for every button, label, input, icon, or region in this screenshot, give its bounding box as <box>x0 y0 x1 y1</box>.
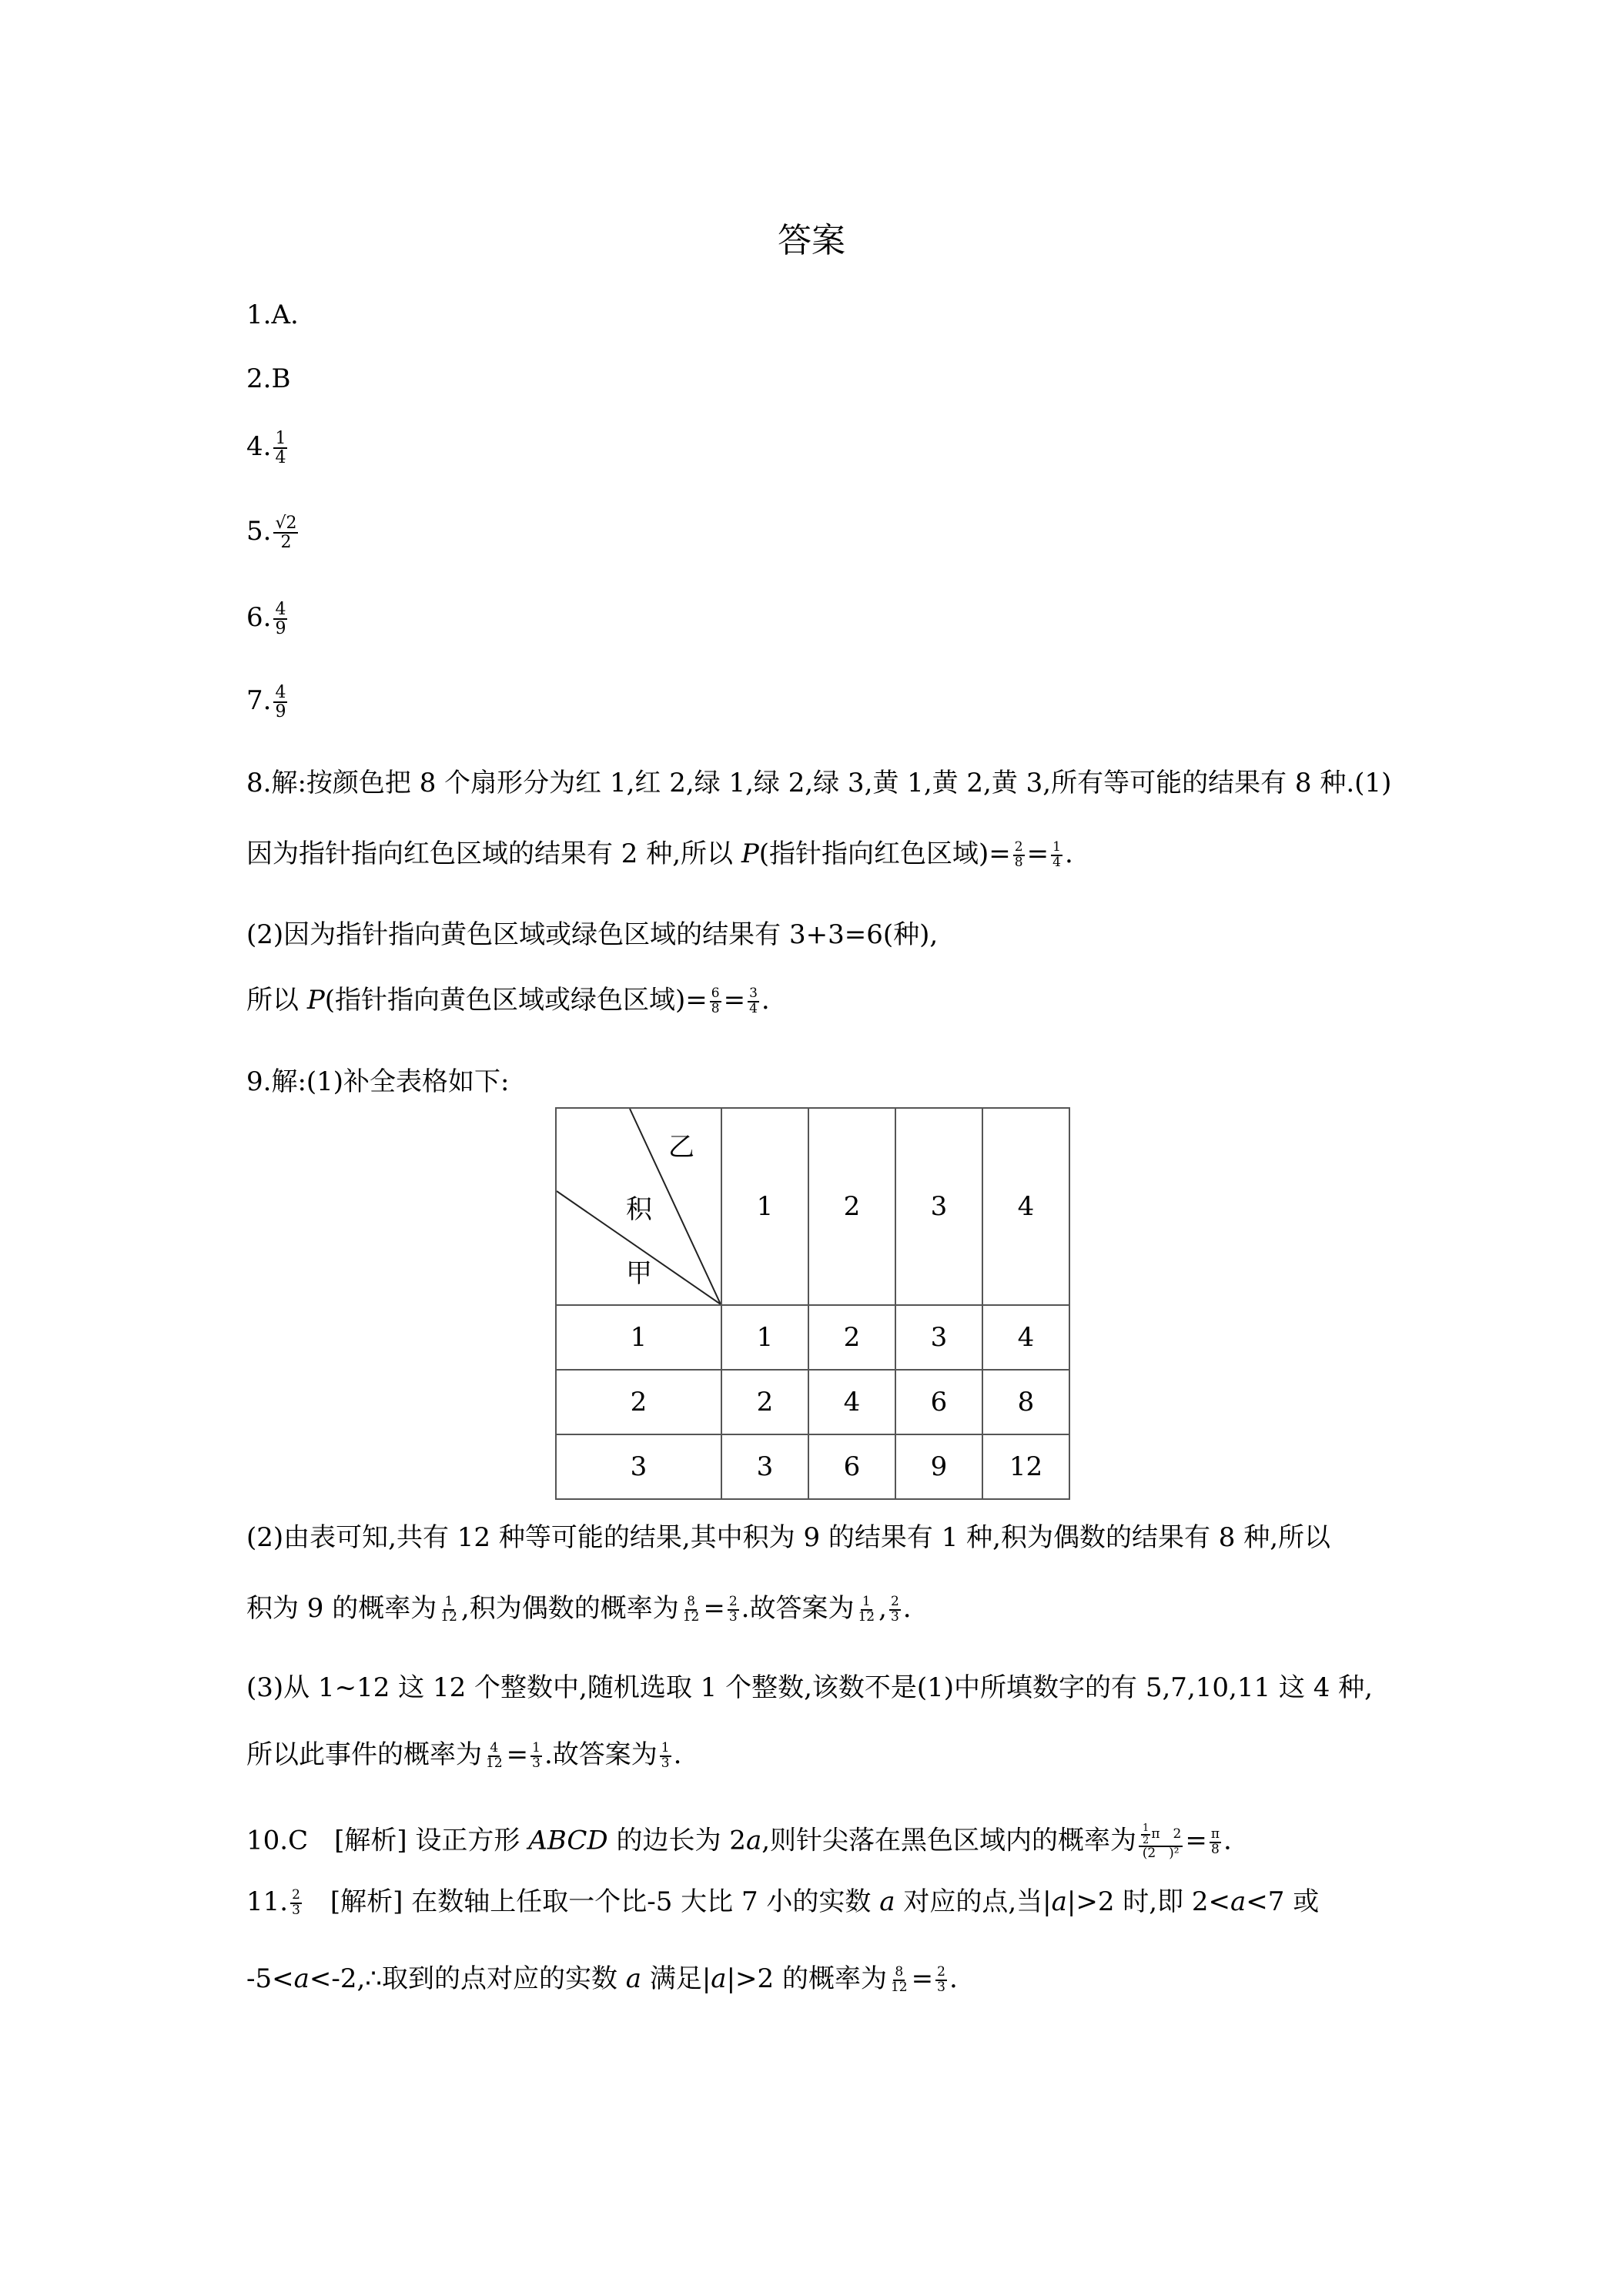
q9-line-1: 9.解:(1)补全表格如下: <box>246 1066 510 1097</box>
answer-number: 7. <box>246 685 272 717</box>
fraction <box>1210 1828 1221 1857</box>
numerator: 4 <box>490 1740 499 1756</box>
numerator: 1 <box>532 1740 540 1756</box>
table-row <box>556 1305 1069 1370</box>
denominator: 12 <box>890 1980 908 1995</box>
text-italic: a <box>745 1825 762 1856</box>
text: 所以此事件的概率为 <box>246 1739 482 1770</box>
text: = <box>1026 838 1049 869</box>
fraction <box>1139 1823 1183 1861</box>
fraction <box>935 1966 947 1995</box>
text: . <box>1223 1825 1232 1856</box>
text-italic: a <box>293 1963 310 1994</box>
text-italic: a <box>1051 1886 1067 1917</box>
text: 的边长为 2 <box>607 1825 746 1856</box>
text-italic: a <box>711 1963 727 1994</box>
header-cell: 2 <box>808 1108 895 1305</box>
product-table <box>555 1107 1070 1500</box>
text-italic: a <box>625 1963 642 1994</box>
text: ,则针尖落在黑色区域内的概率为 <box>761 1825 1137 1856</box>
fraction <box>889 1595 901 1625</box>
fraction <box>273 684 287 721</box>
text: |>2 的概率为 <box>726 1963 887 1994</box>
table-cell: 12 <box>982 1434 1069 1499</box>
denominator: 3 <box>661 1755 670 1771</box>
numerator: √2 <box>275 514 297 533</box>
fraction <box>681 1595 701 1625</box>
text: . <box>761 985 770 1016</box>
text: . <box>902 1593 912 1624</box>
numerator: 1 <box>862 1594 871 1610</box>
numerator: 6 <box>711 986 720 1002</box>
text-italic: ABCD <box>528 1825 608 1856</box>
text: [解析] 在数轴上任取一个比-5 大比 7 小的实数 <box>303 1886 880 1917</box>
denominator: 4 <box>749 1001 758 1016</box>
fraction <box>290 1889 302 1918</box>
row-label-cell: 3 <box>556 1434 721 1499</box>
denominator: 3 <box>728 1609 738 1625</box>
q9-line-4: (3)从 1~12 这 12 个整数中,随机选取 1 个整数,该数不是(1)中所填数字的有 5,7,10,11 这 4 种, <box>246 1672 1373 1703</box>
q8-line-3: (2)因为指针指向黄色区域或绿色区域的结果有 3+3=6(种), <box>246 919 939 950</box>
fraction <box>530 1742 542 1771</box>
text: = <box>703 1593 725 1624</box>
answer-number: 6. <box>246 602 272 634</box>
denominator: 12 <box>858 1609 875 1625</box>
q8-line-1: 8.解:按颜色把 8 个扇形分为红 1,红 2,绿 1,绿 2,绿 3,黄 1,黄 2,黄 3,所有等可能的结果有 8 种.(1) <box>246 768 1392 798</box>
denominator: 12 <box>682 1609 700 1625</box>
text: . <box>1064 838 1073 869</box>
text: 11. <box>246 1886 289 1917</box>
table-cell: 4 <box>808 1370 895 1434</box>
table-row <box>556 1370 1069 1434</box>
header-cell: 3 <box>895 1108 982 1305</box>
denominator: 9 <box>275 702 286 722</box>
table-cell: 2 <box>808 1305 895 1370</box>
text: 因为指针指向红色区域的结果有 2 种,所以 <box>246 838 741 869</box>
fraction <box>1141 1823 1150 1846</box>
answer-number: 5. <box>246 516 272 547</box>
denominator: 8 <box>711 1001 720 1016</box>
fraction <box>439 1595 459 1625</box>
corner-bottom-label: 甲 <box>626 1258 652 1289</box>
header-cell: 4 <box>982 1108 1069 1305</box>
fraction <box>273 601 287 638</box>
numerator: 4 <box>275 683 286 702</box>
page-title: 答案 <box>778 221 845 260</box>
numerator: 2 <box>728 1594 738 1610</box>
text-italic: P <box>306 985 325 1016</box>
text: 所以 <box>246 985 307 1016</box>
table-cell: 4 <box>982 1305 1069 1370</box>
numerator <box>1139 1823 1183 1847</box>
text: = <box>506 1739 529 1770</box>
text: . <box>949 1963 958 1994</box>
fraction <box>728 1595 739 1625</box>
fraction <box>273 514 298 551</box>
denominator: 3 <box>890 1609 899 1625</box>
numerator: 8 <box>895 1964 904 1980</box>
table-cell: 8 <box>982 1370 1069 1434</box>
table-cell: 6 <box>895 1370 982 1434</box>
text: (指针指向黄色区域或绿色区域)= <box>324 985 708 1016</box>
table-cell: 9 <box>895 1434 982 1499</box>
answer-1: 1.A. <box>246 300 299 330</box>
denominator: 12 <box>486 1755 503 1771</box>
table-header-row <box>556 1108 1069 1305</box>
table-row <box>556 1434 1069 1499</box>
numerator: 3 <box>749 986 758 1002</box>
text: (指针指向红色区域)= <box>758 838 1011 869</box>
answer-number: 4. <box>246 431 272 463</box>
header-cell: 1 <box>721 1108 808 1305</box>
numerator: 2 <box>890 1594 899 1610</box>
numerator: 1 <box>275 429 286 448</box>
q11-line-2 <box>246 1963 958 1995</box>
fraction <box>1013 841 1025 870</box>
table-cell: 3 <box>721 1434 808 1499</box>
q9-line-5 <box>246 1739 682 1771</box>
denominator: 4 <box>275 448 286 468</box>
q9-line-2: (2)由表可知,共有 12 种等可能的结果,其中积为 9 的结果有 1 种,积为偶数的结果有 8 种,所以 <box>246 1522 1331 1553</box>
text: = <box>723 985 746 1016</box>
denominator: 12 <box>440 1609 457 1625</box>
denominator: 3 <box>937 1980 945 1995</box>
denominator: (2 )² <box>1142 1846 1180 1862</box>
fraction <box>710 987 721 1016</box>
numerator: 2 <box>1014 839 1023 855</box>
numerator: 8 <box>687 1594 695 1610</box>
numerator: 1 <box>444 1594 453 1610</box>
table-cell: 2 <box>721 1370 808 1434</box>
denominator: 8 <box>1014 855 1023 870</box>
denominator: 2 <box>280 533 292 553</box>
denominator: 9 <box>275 619 286 639</box>
text-italic: a <box>879 1886 895 1917</box>
text: .故答案为 <box>544 1739 658 1770</box>
row-label-cell: 1 <box>556 1305 721 1370</box>
denominator: 4 <box>1052 855 1061 870</box>
denominator: 3 <box>532 1755 540 1771</box>
row-label-cell: 2 <box>556 1370 721 1434</box>
fraction <box>748 987 759 1016</box>
q9-line-3 <box>246 1595 912 1625</box>
answer-4 <box>246 430 289 467</box>
answer-6 <box>246 601 289 638</box>
text: |>2 时,即 2< <box>1066 1886 1230 1917</box>
text: <-2,∴取到的点对应的实数 <box>309 1963 626 1994</box>
text: .故答案为 <box>741 1593 855 1624</box>
table-cell: 6 <box>808 1434 895 1499</box>
numerator: 1 <box>661 1740 670 1756</box>
fraction <box>889 1966 909 1995</box>
text: 10.C [解析] 设正方形 <box>246 1825 529 1856</box>
text: . <box>673 1739 682 1770</box>
corner-top-label: 乙 <box>668 1132 694 1163</box>
q10-line <box>246 1823 1232 1861</box>
text: 满足| <box>641 1963 711 1994</box>
text: π 2 <box>1151 1826 1182 1842</box>
denominator: 3 <box>292 1903 300 1918</box>
numerator: 2 <box>937 1964 945 1980</box>
text: -5< <box>246 1963 294 1994</box>
q8-line-4 <box>246 987 770 1016</box>
numerator: 1 <box>1143 1822 1149 1834</box>
text: 积为 9 的概率为 <box>246 1593 437 1624</box>
text: ,积为偶数的概率为 <box>460 1593 679 1624</box>
q11-line-1 <box>246 1886 1320 1918</box>
answer-7 <box>246 684 289 721</box>
text: = <box>911 1963 934 1994</box>
text: , <box>878 1593 887 1624</box>
q8-line-2 <box>246 838 1073 870</box>
denominator: 2 <box>1143 1834 1149 1846</box>
fraction <box>1051 841 1062 870</box>
numerator: π <box>1210 1826 1220 1842</box>
text: = <box>1185 1825 1207 1856</box>
corner-cell <box>556 1108 721 1305</box>
answer-5 <box>246 514 300 551</box>
fraction <box>660 1742 671 1771</box>
numerator: 4 <box>275 600 286 619</box>
fraction <box>484 1742 504 1771</box>
answer-2: 2.B <box>246 363 291 394</box>
numerator: 2 <box>292 1887 300 1903</box>
text-italic: P <box>741 838 759 869</box>
numerator: 1 <box>1052 839 1061 855</box>
denominator: 8 <box>1210 1841 1220 1857</box>
table-cell: 1 <box>721 1305 808 1370</box>
text: <7 或 <box>1246 1886 1320 1917</box>
table-cell: 3 <box>895 1305 982 1370</box>
corner-mid-label: 积 <box>626 1194 652 1225</box>
text: 对应的点,当| <box>895 1886 1052 1917</box>
text-italic: a <box>1230 1886 1247 1917</box>
fraction <box>273 430 287 467</box>
fraction <box>856 1595 876 1625</box>
